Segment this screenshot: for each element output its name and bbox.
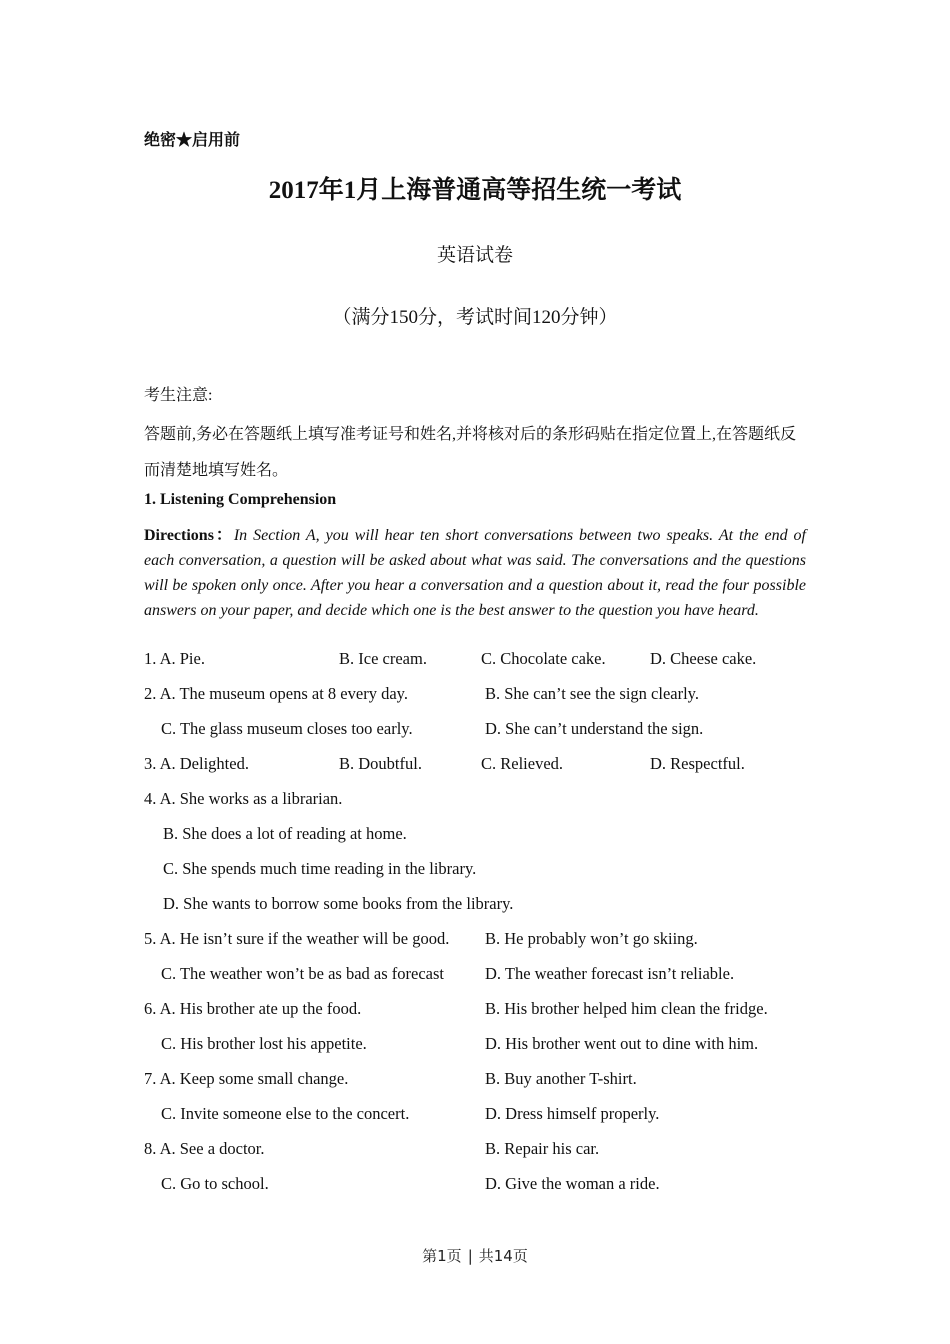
page-number: 第1页: [422, 1247, 462, 1265]
question-2: [144, 684, 844, 719]
question-2-cont: [144, 719, 844, 754]
question-4-c: [144, 859, 844, 894]
question-4-b: [144, 824, 844, 859]
option-b: B. He probably won’t go skiing.: [485, 929, 698, 948]
question-7: [144, 1069, 844, 1104]
option-c: C. The weather won’t be as bad as forecast: [161, 964, 444, 983]
option-a: 2. A. The museum opens at 8 every day.: [144, 684, 408, 703]
option-b: B. She can’t see the sign clearly.: [485, 684, 699, 703]
option-d: D. She can’t understand the sign.: [485, 719, 704, 738]
option-b: B. Doubtful.: [339, 754, 422, 773]
page-footer: [0, 1245, 950, 1266]
option-c: C. Relieved.: [481, 754, 564, 773]
option-a: 3. A. Delighted.: [144, 754, 249, 773]
score-time-line: （满分150分，考试时间120分钟）: [332, 307, 618, 328]
option-d: D. Cheese cake.: [650, 649, 757, 668]
option-a: 6. A. His brother ate up the food.: [144, 999, 362, 1018]
notice-body: 答题前,务必在答题纸上填写准考证号和姓名,并将核对后的条形码贴在指定位置上,在答题纸反而清楚地填写姓名。: [144, 426, 797, 479]
notice-title: 考生注意:: [144, 387, 213, 404]
confidential-label: 绝密★启用前: [144, 132, 241, 149]
question-6-cont: [144, 1034, 844, 1069]
option-c: C. Chocolate cake.: [481, 649, 606, 668]
exam-title: 2017年1月上海普通高等招生统一考试: [268, 177, 682, 204]
question-1: [144, 649, 844, 684]
question-3: [144, 754, 844, 789]
question-7-cont: [144, 1104, 844, 1139]
question-4-d: [144, 894, 844, 929]
question-5-cont: [144, 964, 844, 999]
option-d: D. Dress himself properly.: [485, 1104, 660, 1123]
option-c: C. The glass museum closes too early.: [161, 719, 413, 738]
option-c: C. Invite someone else to the concert.: [161, 1104, 410, 1123]
option-d: D. Respectful.: [650, 754, 745, 773]
option-d: D. Give the woman a ride.: [485, 1174, 660, 1193]
option-b: B. Ice cream.: [339, 649, 427, 668]
option-b: B. She does a lot of reading at home.: [163, 824, 407, 843]
question-4: [144, 789, 844, 824]
option-d: D. She wants to borrow some books from the library.: [163, 894, 514, 913]
option-a: 8. A. See a doctor.: [144, 1139, 265, 1158]
question-8-cont: [144, 1174, 844, 1209]
question-5: [144, 929, 844, 964]
directions-text: In Section A, you will hear ten short conversations between two speaks. At the end of each conversation, a question will be asked about what was said. The conversations and the questions will be spoken only once. After you hear a conversation and a question about it, read the four possible answers on your paper, and decide which one is the best answer to the question you have heard.: [144, 527, 806, 619]
option-b: B. Repair his car.: [485, 1139, 600, 1158]
option-a: 7. A. Keep some small change.: [144, 1069, 349, 1088]
section-title: 1. Listening Comprehension: [144, 491, 337, 508]
option-b: B. His brother helped him clean the fridge.: [485, 999, 768, 1018]
directions-label: Directions：: [144, 527, 234, 544]
question-8: [144, 1139, 844, 1174]
option-d: D. His brother went out to dine with him.: [485, 1034, 759, 1053]
option-a: 4. A. She works as a librarian.: [144, 789, 343, 808]
option-c: C. Go to school.: [161, 1174, 269, 1193]
page-total: 共14页: [478, 1247, 528, 1265]
option-b: B. Buy another T-shirt.: [485, 1069, 637, 1088]
directions: [144, 523, 806, 623]
option-a: 1. A. Pie.: [144, 649, 205, 668]
option-d: D. The weather forecast isn’t reliable.: [485, 964, 735, 983]
footer-separator: |: [467, 1247, 473, 1265]
option-a: 5. A. He isn’t sure if the weather will be good.: [144, 929, 450, 948]
exam-subject: 英语试卷: [436, 245, 513, 266]
option-c: C. She spends much time reading in the library.: [163, 859, 477, 878]
option-c: C. His brother lost his appetite.: [161, 1034, 367, 1053]
question-6: [144, 999, 844, 1034]
